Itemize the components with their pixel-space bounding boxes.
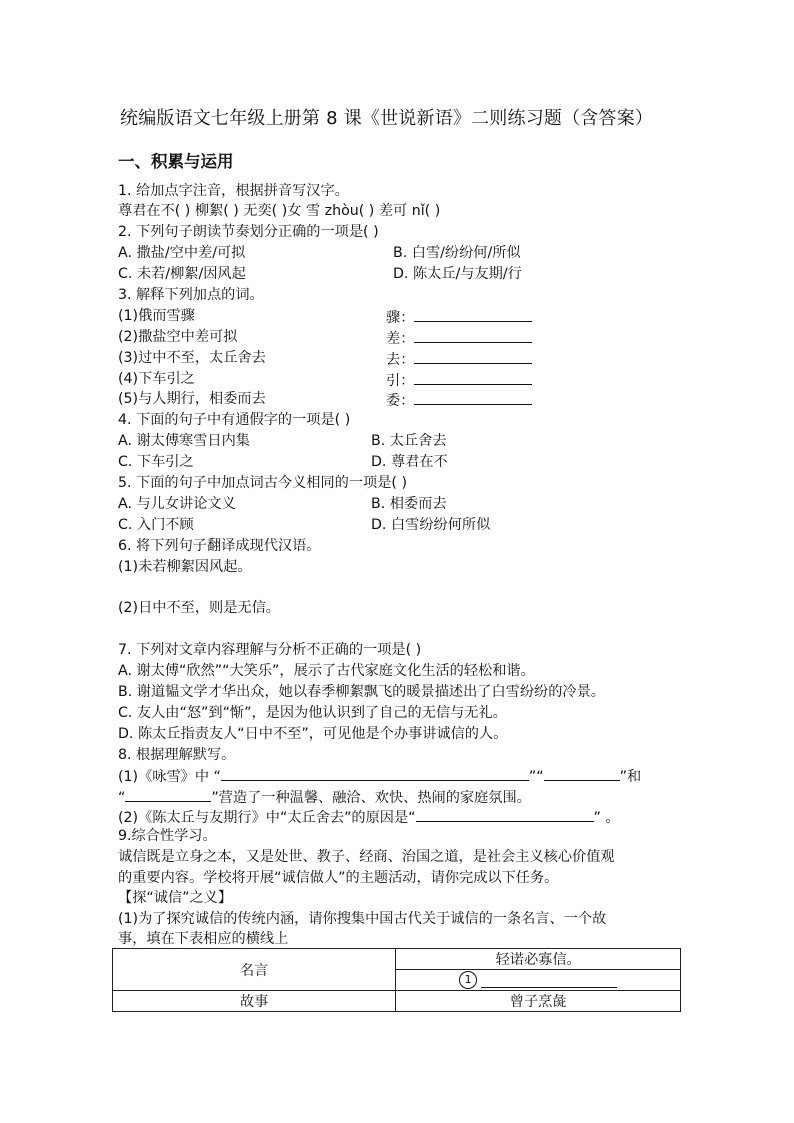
q2-option-c: C. 未若/柳絮/因风起	[118, 266, 246, 282]
q2-stem: 2. 下列句子朗读节奏划分正确的一项是( )	[118, 224, 379, 240]
q4-option-c: C. 下车引之	[118, 454, 194, 470]
table-cell-label: 名言	[113, 949, 396, 991]
q6-stem: 6. 将下列句子翻译成现代汉语。	[118, 538, 321, 554]
q7-option-d: D. 陈太丘指责友人“日中不至”，可见他是个办事讲诚信的人。	[118, 726, 508, 742]
circled-number: 1	[459, 971, 477, 989]
section-heading: 一、积累与运用	[118, 152, 234, 171]
q9-stem: 9.综合性学习。	[118, 828, 217, 844]
q3-item-5: (5)与人期行，相委而去	[118, 391, 266, 407]
q3-item-3: (3)过中不至，太丘舍去	[118, 350, 266, 366]
q3-item-4: (4)下车引之	[118, 371, 195, 387]
q3-word-2: 差：	[386, 327, 532, 349]
q5-stem: 5. 下面的句子中加点词古今义相同的一项是( )	[118, 475, 408, 491]
table-cell-label: 故事	[113, 991, 396, 1012]
q1-line: 尊君在不( ) 柳絮( ) 无奕( )女 雪 zhòu( ) 差可 nǐ( )	[118, 203, 441, 219]
table-cell-quote: 轻诺必寡信。	[396, 949, 681, 970]
q9-task-line-2: 事，填在下表相应的横线上	[118, 931, 289, 947]
page-title: 统编版语文七年级上册第 8 课《世说新语》二则练习题（含答案）	[120, 108, 654, 129]
q5-option-a: A. 与儿女讲论文义	[118, 496, 236, 512]
q8-part-2: (2)《陈太丘与友期行》中“太丘舍去”的原因是“ ” 。	[118, 806, 620, 828]
q9-task-line-1: (1)为了探究诚信的传统内涵，请你搜集中国古代关于诚信的一条名言、一个故	[118, 911, 607, 927]
q7-option-a: A. 谢太傅“欣然”“大笑乐”，展示了古代家庭文化生活的轻松和谐。	[118, 663, 535, 679]
q9-paragraph-line-1: 诚信既是立身之本，又是处世、教子、经商、治国之道，是社会主义核心价值观	[118, 849, 615, 865]
q3-stem: 3. 解释下列加点的词。	[118, 287, 264, 303]
q4-option-a: A. 谢太傅寒雪日内集	[118, 433, 250, 449]
q3-word-5: 委：	[386, 389, 532, 411]
q7-option-c: C. 友人由“怒”到“惭”，是因为他认识到了自己的无信与无礼。	[118, 705, 507, 721]
q6-sentence-1: (1)未若柳絮因风起。	[118, 559, 252, 575]
answer-table	[112, 948, 681, 1012]
q8-part-1-line-1: (1)《咏雪》中 “ ”“ ”和	[118, 765, 641, 787]
q3-word-1: 骤：	[386, 306, 532, 328]
q8-part-1-line-2: “ ”营造了一种温馨、融洽、欢快、热闹的家庭氛围。	[118, 786, 531, 808]
q5-option-c: C. 入门不顾	[118, 517, 194, 533]
q8-stem: 8. 根据理解默写。	[118, 747, 236, 763]
q1-stem: 1. 给加点字注音，根据拼音写汉字。	[118, 183, 349, 199]
table-cell-story: 曾子烹彘	[396, 991, 681, 1012]
table-row	[113, 991, 681, 1012]
table-row	[113, 949, 681, 970]
q3-word-3: 去：	[386, 348, 532, 370]
q9-paragraph-line-2: 的重要内容。学校将开展“诚信做人”的主题活动，请你完成以下任务。	[118, 870, 559, 886]
q6-sentence-2: (2)日中不至，则是无信。	[118, 600, 280, 616]
table-cell-blank	[396, 970, 681, 991]
q9-subheading: 【探“诚信”之义】	[118, 890, 233, 906]
q4-option-d: D. 尊君在不	[371, 454, 448, 470]
q7-option-b: B. 谢道韫文学才华出众，她以春季柳絮飘飞的暖景描述出了白雪纷纷的冷景。	[118, 684, 605, 700]
q4-stem: 4. 下面的句子中有通假字的一项是( )	[118, 412, 351, 428]
q2-option-b: B. 白雪/纷纷何/所似	[393, 245, 521, 261]
q5-option-b: B. 相委而去	[371, 496, 447, 512]
q7-stem: 7. 下列对文章内容理解与分析不正确的一项是( )	[118, 642, 422, 658]
blank-line	[481, 973, 617, 988]
q3-word-4: 引：	[386, 369, 532, 391]
q3-item-2: (2)撒盐空中差可拟	[118, 329, 238, 345]
q4-option-b: B. 太丘舍去	[371, 433, 447, 449]
q2-option-d: D. 陈太丘/与友期/行	[393, 266, 522, 282]
q2-option-a: A. 撒盐/空中差/可拟	[118, 245, 246, 261]
q3-item-1: (1)俄而雪骤	[118, 308, 195, 324]
q5-option-d: D. 白雪纷纷何所似	[371, 517, 491, 533]
